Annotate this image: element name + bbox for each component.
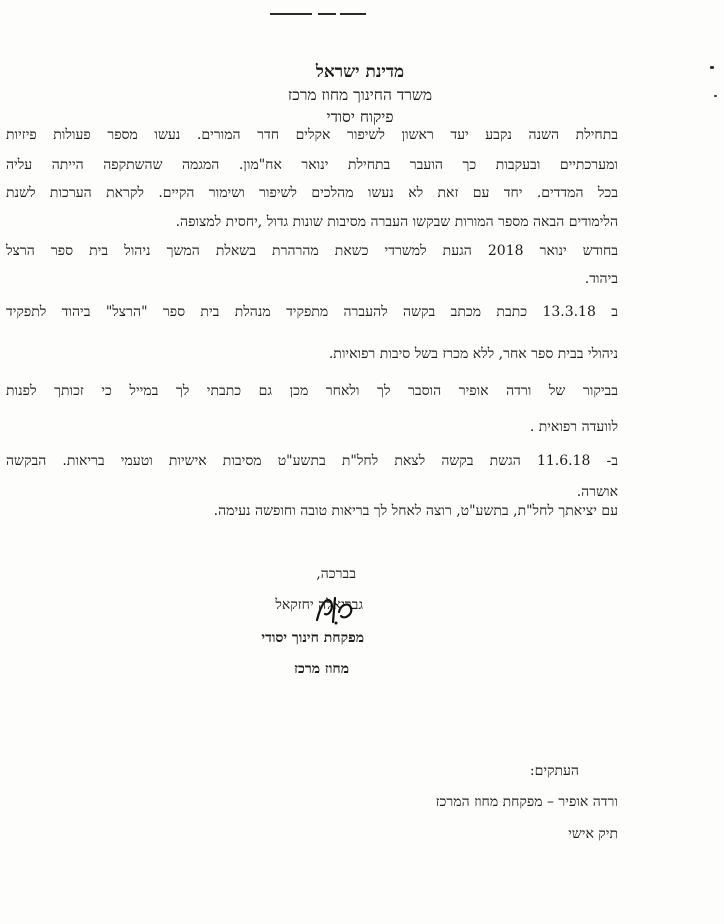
body-line: עם יציאתך לחל"ת, בתשע"ט, רוצה לאחל לך בריאות טובה וחופשה נעימה.	[213, 503, 618, 519]
body-line: ומערכתיים ובעקבות כך הועבר בתחילת ינואר אח"מון. המגמה שהשתקפה הייתה עליה	[6, 157, 618, 173]
letterhead-state: מדינת ישראל	[315, 62, 405, 82]
body-line: ב- 11.6.18 הגשת בקשה לצאת לחל"ת בתשע"ט מסיבות אישיות וטעמי בריאות. הבקשה	[6, 453, 618, 469]
scan-artifact	[714, 95, 717, 97]
signatory-district: מחוז מרכז	[294, 661, 349, 677]
letterhead-ministry: משרד החינוך מחוז מרכז	[287, 86, 433, 104]
scan-artifact	[710, 66, 714, 69]
body-line: הלימודים הבאה מספר המורות שבקשו העברה מסיבות שונות גדול ,יחסית למצופה.	[175, 214, 618, 230]
body-line: לוועדה רפואית .	[529, 419, 618, 435]
body-line: ניהולי בבית ספר אחר, ללא מכרז בשל סיבות רפואיות.	[328, 346, 618, 362]
body-line: ביהוד.	[584, 271, 618, 287]
body-line: בתחילת השנה נקבע יעד ראשון לשיפור אקלים חדר המורים. נעשו מספר פעולות פיזיות	[6, 127, 618, 143]
scan-artifact	[318, 13, 336, 15]
signatory-role: מפקחת חינוך יסודי	[261, 630, 364, 646]
copies-title: העתקים:	[529, 763, 579, 779]
handwritten-signature	[309, 590, 369, 630]
closing-greeting: בברכה,	[316, 566, 356, 582]
scan-artifact	[340, 13, 366, 15]
letterhead-department: פיקוח יסודי	[326, 108, 394, 126]
body-line: בכל המדדים. יחד עם זאת לא נעשו מהלכים לשיפור ושימור הקיים. לקראת הערכות לשנת	[6, 185, 618, 201]
body-line: ב 13.3.18 כתבת מכתב בקשה להעברה מתפקיד מנהלת בית ספר "הרצל" ביהוד לתפקיד	[6, 304, 618, 320]
signatory-name: גבריאלה יחזקאל	[275, 597, 363, 613]
body-line: בביקור של ורדה אופיר הוסבר לך ולאחר מכן גם כתבתי לך במייל כי זכותך לפנות	[6, 383, 618, 399]
copies-item: תיק אישי	[568, 826, 618, 842]
body-line: בחודש ינואר 2018 הגעת למשרדי כשאת מהרהרת בשאלת המשך ניהול בית ספר הרצל	[6, 243, 618, 259]
body-line: אושרה.	[576, 484, 618, 500]
copies-item: ורדה אופיר – מפקחת מחוז המרכז	[435, 794, 618, 810]
scan-artifact	[270, 13, 312, 15]
